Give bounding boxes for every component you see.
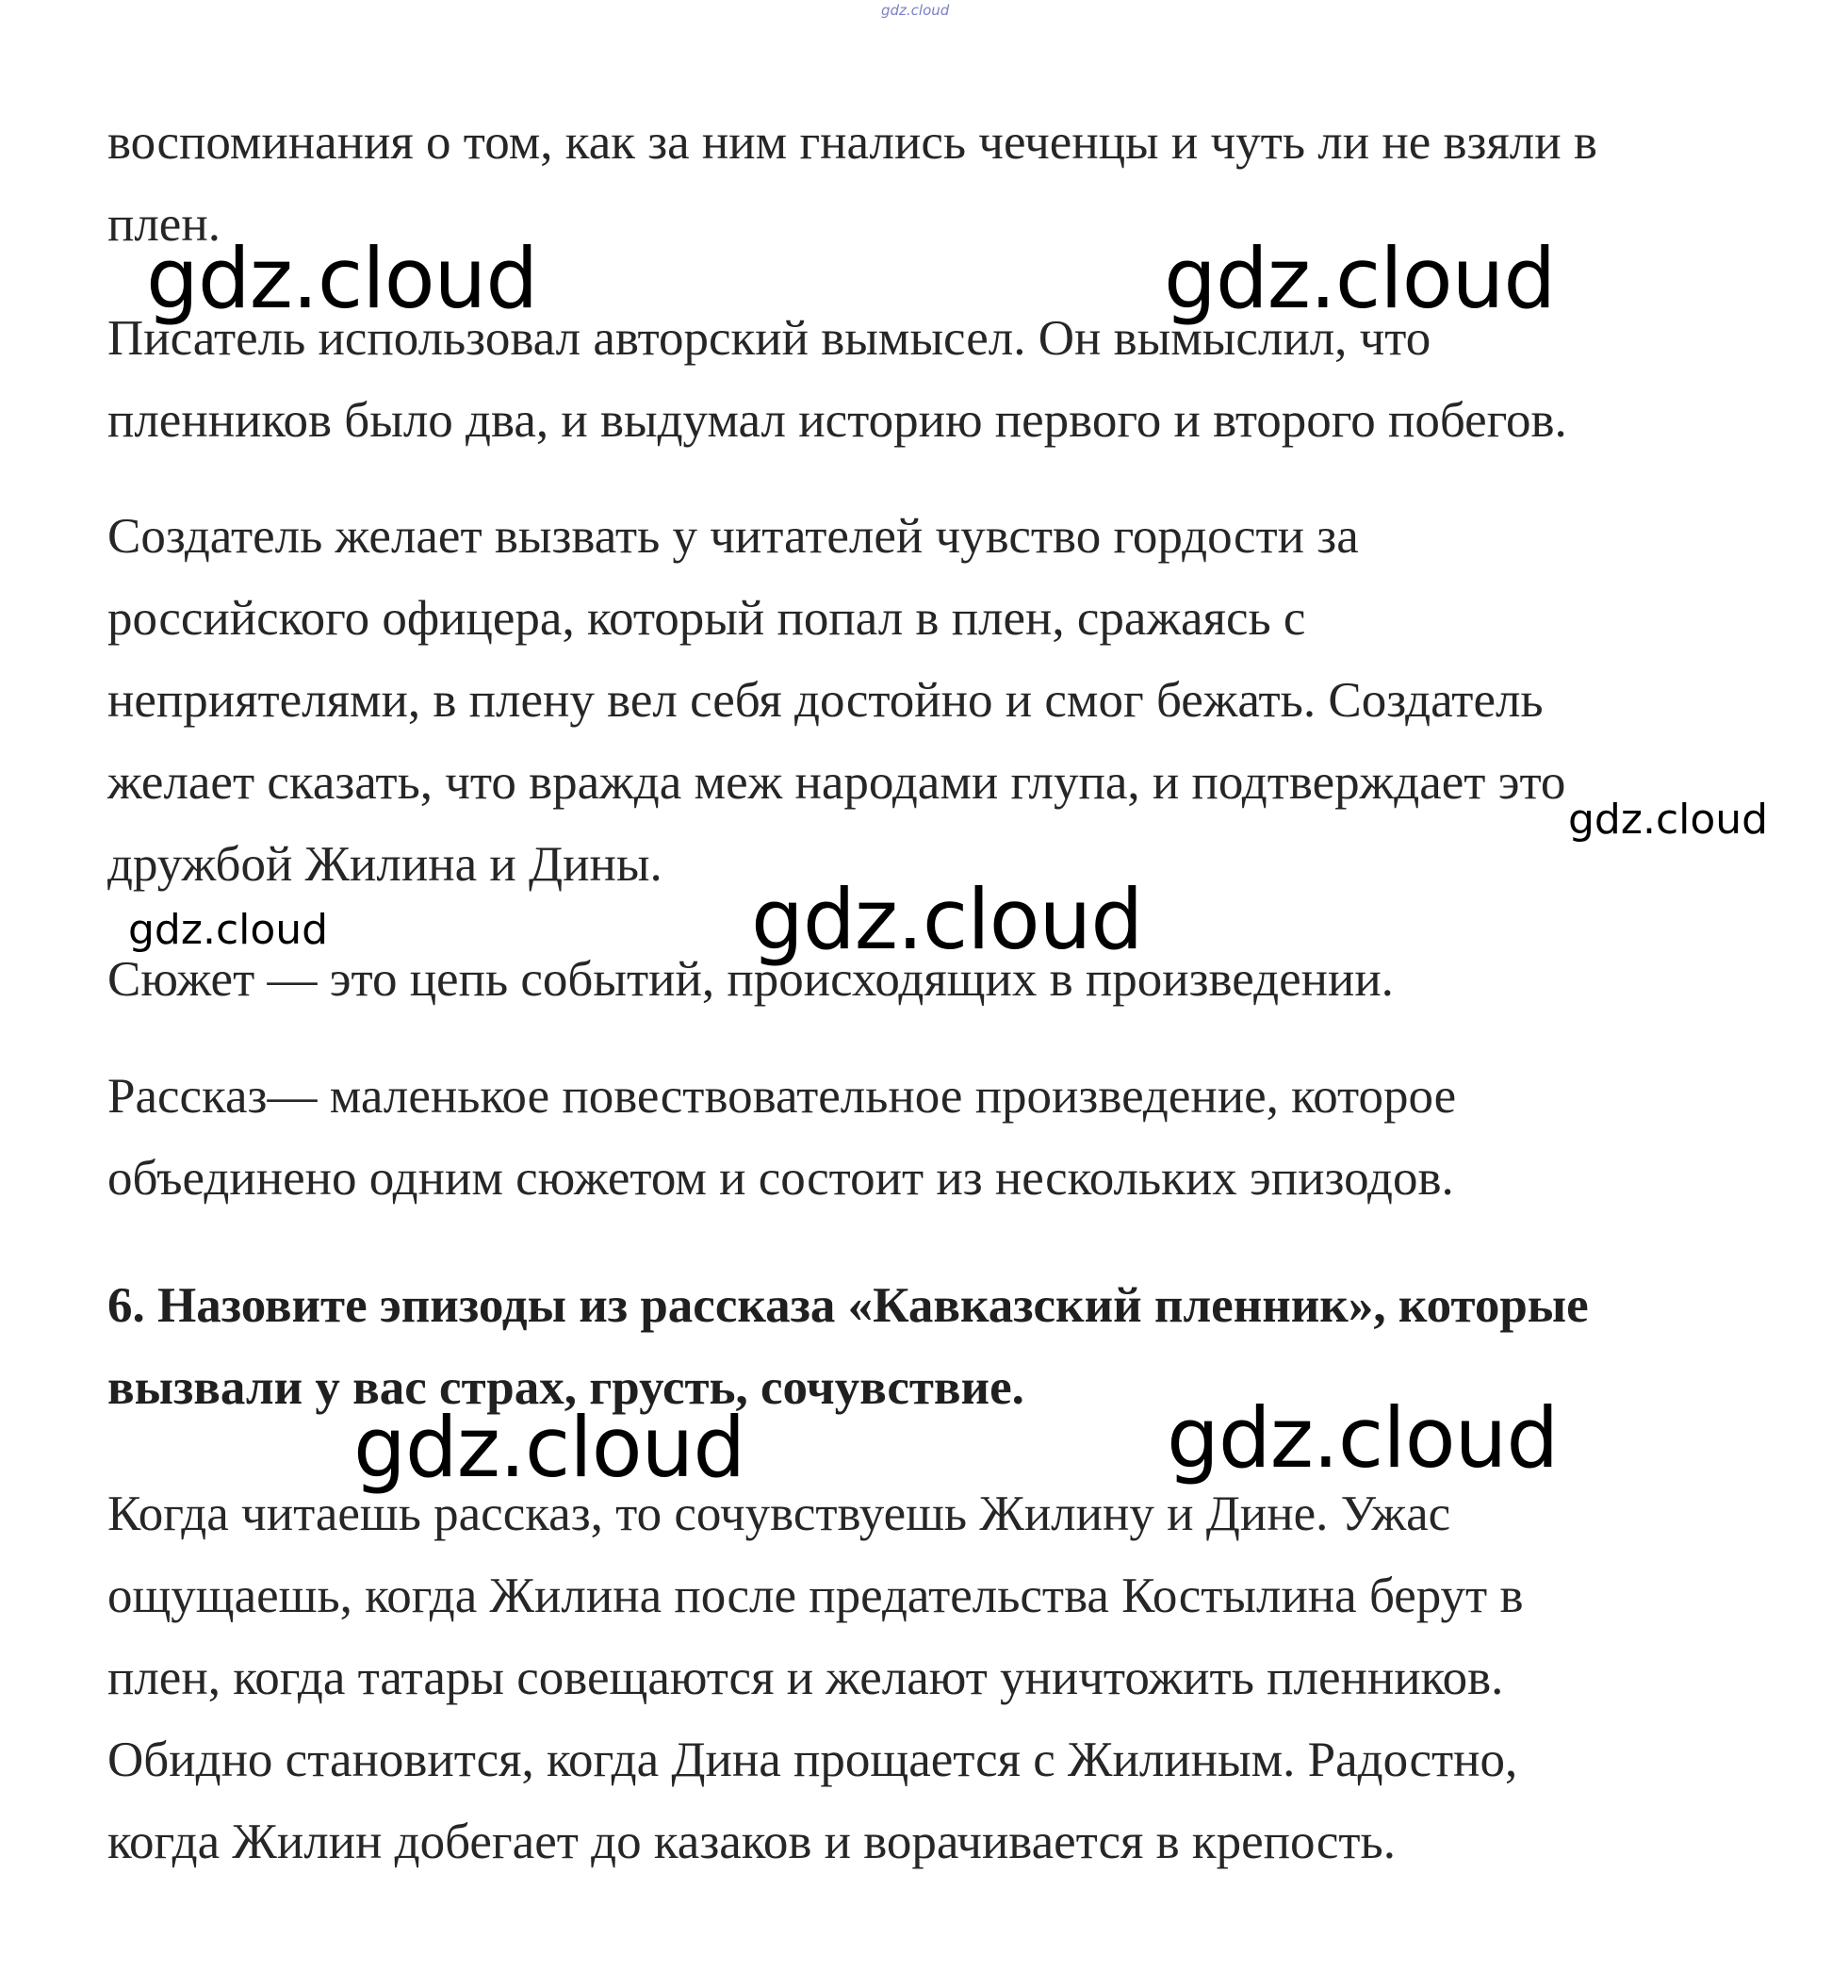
paragraph-line: Обидно становится, когда Дина прощается с Жилиным. Радостно, bbox=[107, 1733, 1518, 1787]
paragraph-line: Сюжет — это цепь событий, происходящих в произведении. bbox=[107, 952, 1394, 1007]
paragraph-line: объединено одним сюжетом и состоит из нескольких эпизодов. bbox=[107, 1151, 1454, 1206]
paragraph-line: Рассказ— маленькое повествовательное произведение, которое bbox=[107, 1069, 1457, 1124]
paragraph-line: дружбой Жилина и Дины. bbox=[107, 837, 662, 892]
paragraph-line: плен, когда татары совещаются и желают уничтожить пленников. bbox=[107, 1651, 1504, 1705]
paragraph-line: Когда читаешь рассказ, то сочувствуешь Жилину и Дине. Ужас bbox=[107, 1487, 1451, 1541]
paragraph-author-intent bbox=[107, 496, 1769, 906]
paragraph-line: желает сказать, что вражда меж народами глупа, и подтверждает это bbox=[107, 755, 1566, 810]
watermark: gdz.cloud bbox=[1164, 230, 1556, 327]
paragraph-answer bbox=[107, 1473, 1766, 1883]
paragraph-line: Создатель желает вызвать у читателей чувство гордости за bbox=[107, 509, 1359, 564]
question-line: 6. Назовите эпизоды из рассказа «Кавказский пленник», которые bbox=[107, 1278, 1589, 1333]
paragraph-line: плен. bbox=[107, 197, 221, 252]
watermark: gdz.cloud bbox=[1568, 796, 1769, 844]
paragraph-story-definition bbox=[107, 1056, 1766, 1220]
paragraph-line: пленников было два, и выдумал историю первого и второго побегов. bbox=[107, 393, 1567, 448]
paragraph-line: воспоминания о том, как за ним гнались чеченцы и чуть ли не взяли в bbox=[107, 115, 1597, 170]
top-site-mark: gdz.cloud bbox=[881, 2, 950, 19]
watermark: gdz.cloud bbox=[146, 230, 538, 327]
paragraph-line: ощущаешь, когда Жилина после предательства Костылина берут в bbox=[107, 1569, 1524, 1623]
watermark: gdz.cloud bbox=[353, 1399, 745, 1496]
paragraph-line: Писатель использовал авторский вымысел. Он вымыслил, что bbox=[107, 311, 1431, 366]
watermark: gdz.cloud bbox=[751, 871, 1143, 968]
paragraph-line: российского офицера, который попал в плен, сражаясь с bbox=[107, 591, 1306, 646]
question-line: вызвали у вас страх, грусть, сочувствие. bbox=[107, 1360, 1024, 1415]
watermark: gdz.cloud bbox=[1167, 1389, 1559, 1487]
paragraph-line: когда Жилин добегает до казаков и ворачивается в крепость. bbox=[107, 1815, 1396, 1869]
paragraph-line: неприятелями, в плену вел себя достойно и смог бежать. Создатель bbox=[107, 673, 1544, 728]
watermark: gdz.cloud bbox=[128, 906, 329, 954]
